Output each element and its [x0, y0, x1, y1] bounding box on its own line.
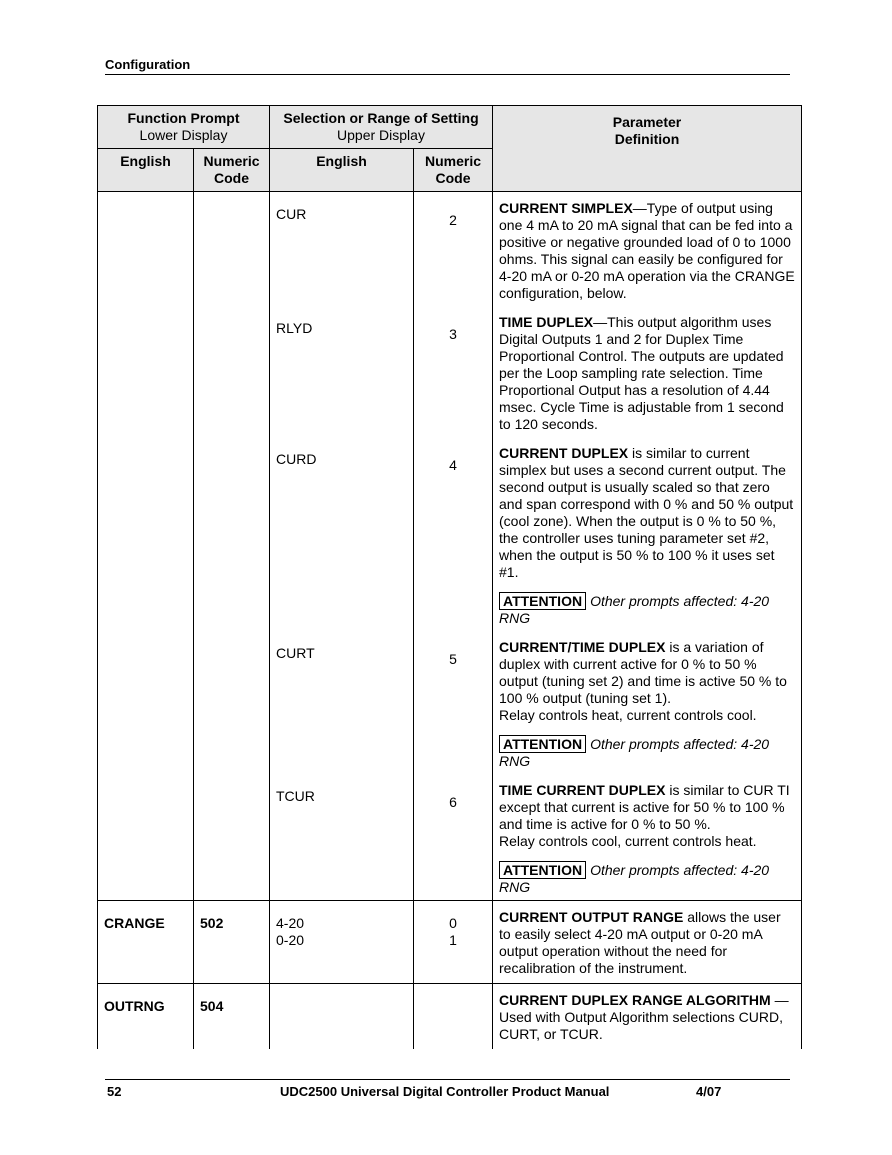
selection-option: 4-20 — [276, 915, 305, 931]
prompt-english-header — [98, 149, 194, 192]
manual-title: UDC2500 Universal Digital Controller Product Manual — [280, 1084, 610, 1099]
prompt-code: 502 — [194, 901, 270, 984]
selection-code: 4 — [414, 433, 493, 627]
selection-header — [270, 106, 493, 149]
empty-cell — [194, 302, 270, 433]
attention-label: ATTENTION — [499, 861, 586, 879]
prompt-code: 504 — [194, 984, 270, 1050]
definition-text-extra: Relay controls heat, current controls cool. — [499, 707, 757, 723]
selection-title: Selection or Range of Setting — [283, 110, 479, 126]
page-number: 52 — [107, 1084, 122, 1099]
definition-term: TIME DUPLEX — [499, 314, 594, 330]
selection-numeric-header — [414, 149, 493, 192]
definition-text: is a variation of duplex with current active for 0 % to 50 % output (tuning set 2) and time is active 50 % to 100 % output (tuning set 1). — [499, 639, 787, 706]
definition-text: allows the user to easily select 4-20 mA output or 0-20 mA output operation without the need for recalibration of the instrument. — [499, 909, 781, 976]
definition-term: CURRENT/TIME DUPLEX — [499, 639, 666, 655]
empty-cell — [98, 433, 194, 627]
table-row — [98, 192, 802, 303]
definition-text-extra: Relay controls cool, current controls heat. — [499, 833, 757, 849]
footer-divider — [105, 1079, 790, 1080]
empty-cell — [414, 984, 493, 1050]
section-header: Configuration — [105, 57, 191, 72]
prompt-numeric-label: Numeric — [203, 153, 260, 169]
publication-date: 4/07 — [696, 1084, 722, 1099]
selection-subtitle: Upper Display — [337, 127, 425, 143]
prompt-numeric-header — [194, 149, 270, 192]
definition-term: CURRENT DUPLEX — [499, 445, 629, 461]
attention-text: Other prompts affected: 4-20 RNG — [499, 862, 770, 895]
table-row — [98, 901, 802, 984]
empty-cell — [98, 770, 194, 901]
definition-term: CURRENT DUPLEX RANGE ALGORITHM — [499, 992, 771, 1008]
selection-code-value: 0 — [449, 915, 457, 931]
header-divider — [105, 74, 790, 75]
selection-code: 5 — [414, 627, 493, 770]
definition-cell — [493, 901, 802, 984]
configuration-table — [97, 105, 802, 1049]
definition-text: — Used with Output Algorithm selections CURD, CURT, or TCUR. — [499, 992, 789, 1042]
definition-term: CURRENT SIMPLEX — [499, 200, 633, 216]
definition-text: is similar to current simplex but uses a second current output. The second output is usually scaled so that zero and span correspond with 0 % and 50 % output (cool zone). When the output is 0 % to 50 %, the controller uses tuning parameter set #2, when the output is 50 % to 100 % it uses set #1. — [499, 445, 794, 580]
selection-english: CUR — [270, 192, 414, 303]
selection-code — [414, 901, 493, 984]
definition-cell — [493, 433, 802, 627]
selection-english-label: English — [316, 153, 367, 169]
selection-option: 0-20 — [276, 932, 305, 948]
empty-cell — [194, 627, 270, 770]
table-row — [98, 627, 802, 770]
empty-cell — [98, 627, 194, 770]
definition-cell — [493, 627, 802, 770]
empty-cell — [194, 192, 270, 303]
definition-term: TIME CURRENT DUPLEX — [499, 782, 666, 798]
selection-english: RLYD — [270, 302, 414, 433]
prompt-english-label: English — [120, 153, 171, 169]
prompt-english: OUTRNG — [98, 984, 194, 1050]
selection-code: 2 — [414, 192, 493, 303]
selection-english: TCUR — [270, 770, 414, 901]
definition-title: Definition — [614, 131, 680, 147]
table-row — [98, 984, 802, 1050]
empty-cell — [194, 770, 270, 901]
parameter-definition-header — [493, 106, 802, 192]
table-row — [98, 433, 802, 627]
selection-code: 3 — [414, 302, 493, 433]
attention-text: Other prompts affected: 4-20 RNG — [499, 736, 770, 769]
empty-cell — [98, 302, 194, 433]
selection-code-label: Code — [435, 170, 471, 186]
function-prompt-subtitle: Lower Display — [139, 127, 228, 143]
attention-label: ATTENTION — [499, 592, 586, 610]
selection-numeric-label: Numeric — [424, 153, 482, 169]
table-row — [98, 302, 802, 433]
definition-term: CURRENT OUTPUT RANGE — [499, 909, 684, 925]
parameter-title: Parameter — [612, 114, 682, 130]
definition-cell — [493, 192, 802, 303]
definition-cell — [493, 302, 802, 433]
attention-label: ATTENTION — [499, 735, 586, 753]
empty-cell — [194, 433, 270, 627]
empty-cell — [98, 192, 194, 303]
empty-cell — [270, 984, 414, 1050]
selection-code-value: 1 — [449, 932, 457, 948]
selection-english: CURD — [270, 433, 414, 627]
selection-english — [270, 901, 414, 984]
selection-code: 6 — [414, 770, 493, 901]
definition-cell — [493, 770, 802, 901]
definition-cell — [493, 984, 802, 1050]
function-prompt-header — [98, 106, 270, 149]
prompt-english: CRANGE — [98, 901, 194, 984]
attention-text: Other prompts affected: 4-20 RNG — [499, 593, 770, 626]
selection-english-header — [270, 149, 414, 192]
definition-text: —This output algorithm uses Digital Outputs 1 and 2 for Duplex Time Proportional Control. The outputs are updated per the Loop sampling rate selection. Time Proportional Output has a resolution of 4.44 msec. Cycle Time is adjustable from 1 second to 120 seconds. — [499, 314, 784, 432]
function-prompt-title: Function Prompt — [127, 110, 240, 126]
definition-text: —Type of output using one 4 mA to 20 mA signal that can be fed into a positive or negative grounded load of 0 to 1000 ohms. This signal can easily be configured for 4-20 mA or 0-20 mA operation via the CRANGE configuration, below. — [499, 200, 795, 301]
selection-english: CURT — [270, 627, 414, 770]
definition-text: is similar to CUR TI except that current is active for 50 % to 100 % and time is active for 0 % to 50 %. — [499, 782, 790, 832]
prompt-code-label: Code — [214, 170, 249, 186]
table-row — [98, 770, 802, 901]
